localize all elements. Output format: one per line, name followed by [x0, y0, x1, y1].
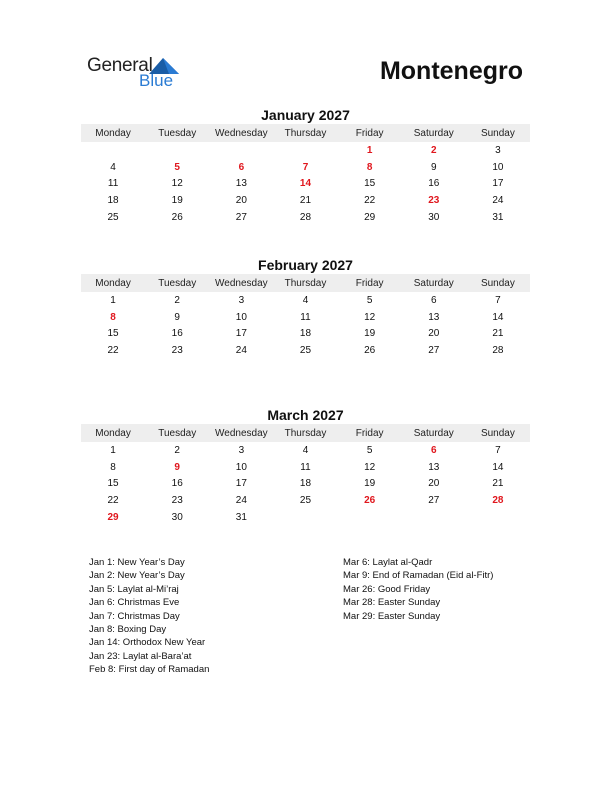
day-cell: 9 — [430, 161, 437, 173]
day-cell: 18 — [107, 194, 119, 206]
brand-logo — [87, 55, 197, 95]
day-cell: 13 — [235, 178, 247, 190]
weekday-label: Thursday — [284, 127, 327, 139]
week-row — [81, 309, 530, 326]
day-cell: 17 — [492, 178, 504, 190]
day-cell: 30 — [428, 211, 440, 223]
day-cell: 7 — [495, 294, 501, 306]
day-cell: 20 — [428, 328, 440, 340]
holiday-list-right — [343, 556, 493, 623]
holiday-day-cell: 7 — [302, 161, 309, 173]
day-cell: 14 — [492, 311, 504, 323]
weekday-header — [81, 424, 530, 442]
week-row — [81, 159, 530, 176]
day-cell: 2 — [174, 294, 180, 306]
weekday-label: Tuesday — [158, 427, 197, 439]
day-cell: 31 — [235, 511, 247, 523]
week-row — [81, 292, 530, 309]
weekday-label: Friday — [355, 127, 384, 139]
holiday-note: Jan 8: Boxing Day — [89, 624, 167, 636]
week-row — [81, 209, 530, 226]
weekday-header — [81, 124, 530, 142]
month-title: March 2027 — [267, 407, 344, 423]
weekday-label: Monday — [95, 277, 131, 289]
holiday-day-cell: 8 — [366, 161, 373, 173]
weekday-label: Friday — [355, 277, 384, 289]
holiday-day-cell: 2 — [430, 144, 437, 156]
holiday-note: Jan 14: Orthodox New Year — [89, 637, 206, 649]
day-cell: 28 — [299, 211, 312, 223]
day-cell: 28 — [492, 344, 504, 356]
weekday-label: Sunday — [480, 277, 515, 289]
weekday-label: Wednesday — [215, 427, 268, 439]
day-cell: 11 — [107, 178, 119, 190]
day-cell: 26 — [364, 344, 376, 356]
day-cell: 6 — [430, 294, 437, 306]
day-cell: 11 — [300, 311, 311, 323]
logo-text-blue: Blue — [139, 71, 174, 90]
day-cell: 16 — [428, 178, 440, 190]
holiday-day-cell: 1 — [366, 144, 373, 156]
holiday-day-cell: 9 — [174, 461, 180, 473]
weekday-label: Thursday — [284, 277, 327, 289]
day-cell: 23 — [171, 344, 183, 356]
week-row — [81, 475, 530, 492]
day-cell: 3 — [238, 444, 245, 456]
day-cell: 20 — [235, 194, 247, 206]
day-cell: 3 — [495, 144, 501, 156]
day-cell: 3 — [238, 294, 245, 306]
country-title: Montenegro — [379, 57, 523, 85]
day-cell: 19 — [171, 194, 183, 206]
day-cell: 31 — [492, 211, 504, 223]
day-cell: 14 — [492, 461, 504, 473]
week-row — [81, 142, 530, 159]
holiday-note: Jan 1: New Year’s Day — [89, 557, 185, 568]
day-cell: 16 — [171, 328, 183, 340]
holiday-note: Mar 26: Good Friday — [343, 583, 431, 595]
holiday-note: Jan 23: Laylat al-Bara’at — [89, 650, 192, 662]
day-cell: 27 — [235, 211, 247, 223]
weekday-label: Thursday — [284, 427, 327, 439]
weekday-label: Saturday — [413, 427, 454, 439]
day-cell: 18 — [299, 328, 312, 340]
day-cell: 21 — [299, 194, 312, 206]
week-row — [81, 492, 530, 509]
day-cell: 5 — [366, 294, 373, 306]
day-cell: 12 — [364, 461, 376, 473]
week-row — [81, 459, 530, 476]
day-cell: 16 — [171, 478, 183, 490]
day-cell: 20 — [428, 478, 440, 490]
day-cell: 7 — [495, 444, 501, 456]
weekday-header — [81, 274, 530, 292]
day-cell: 10 — [235, 311, 247, 323]
day-cell: 12 — [364, 311, 376, 323]
holiday-note: Jan 5: Laylat al-Mi’raj — [89, 583, 179, 595]
day-cell: 5 — [366, 444, 373, 456]
holiday-day-cell: 23 — [428, 194, 440, 206]
day-cell: 11 — [300, 461, 311, 473]
holiday-list-left — [89, 556, 209, 677]
day-cell: 21 — [492, 328, 504, 340]
month-february — [81, 256, 530, 359]
day-cell: 24 — [492, 194, 504, 206]
day-cell: 27 — [428, 494, 440, 506]
day-cell: 13 — [428, 461, 440, 473]
holiday-note: Mar 6: Laylat al-Qadr — [343, 557, 433, 568]
holiday-day-cell: 5 — [174, 161, 180, 173]
day-cell: 27 — [428, 344, 440, 356]
weekday-label: Saturday — [413, 127, 454, 139]
week-row — [81, 342, 530, 359]
holiday-day-cell: 26 — [364, 494, 376, 506]
day-cell: 22 — [107, 344, 119, 356]
day-cell: 29 — [364, 211, 376, 223]
day-cell: 10 — [492, 161, 504, 173]
week-row — [81, 192, 530, 209]
holiday-note: Mar 9: End of Ramadan (Eid al-Fitr) — [343, 570, 494, 582]
weekday-label: Friday — [355, 427, 384, 439]
day-cell: 1 — [110, 444, 116, 456]
day-cell: 12 — [171, 178, 183, 190]
day-cell: 13 — [428, 311, 440, 323]
day-cell: 25 — [299, 494, 312, 506]
weekday-label: Sunday — [480, 427, 515, 439]
month-title: February 2027 — [258, 257, 353, 273]
holiday-note: Jan 7: Christmas Day — [89, 610, 180, 622]
day-cell: 15 — [364, 178, 376, 190]
day-cell: 4 — [302, 294, 309, 306]
holiday-note: Mar 29: Easter Sunday — [343, 610, 441, 622]
day-cell: 10 — [235, 461, 247, 473]
holiday-day-cell: 6 — [238, 161, 245, 173]
day-cell: 17 — [235, 328, 247, 340]
week-row — [81, 509, 530, 526]
holiday-day-cell: 29 — [107, 511, 119, 523]
day-cell: 19 — [364, 328, 376, 340]
holiday-note: Mar 28: Easter Sunday — [343, 597, 441, 609]
weekday-label: Sunday — [480, 127, 515, 139]
holiday-day-cell: 6 — [430, 444, 437, 456]
weekday-label: Wednesday — [215, 277, 268, 289]
month-march — [81, 406, 530, 525]
week-row — [81, 175, 530, 192]
day-cell: 4 — [302, 444, 309, 456]
holiday-note: Jan 2: New Year’s Day — [89, 570, 185, 582]
day-cell: 21 — [492, 478, 504, 490]
logo-text-general: General — [87, 55, 153, 76]
week-row — [81, 325, 530, 342]
day-cell: 8 — [110, 461, 116, 473]
day-cell: 22 — [364, 194, 376, 206]
holiday-note: Jan 6: Christmas Eve — [89, 597, 180, 609]
holiday-note: Feb 8: First day of Ramadan — [89, 664, 210, 676]
weekday-label: Saturday — [413, 277, 454, 289]
week-row — [81, 442, 530, 459]
day-cell: 25 — [107, 211, 119, 223]
month-january — [81, 106, 530, 225]
day-cell: 30 — [171, 511, 183, 523]
day-cell: 24 — [235, 344, 247, 356]
day-cell: 15 — [107, 478, 119, 490]
day-cell: 22 — [107, 494, 119, 506]
weekday-label: Monday — [95, 127, 131, 139]
day-cell: 1 — [110, 294, 116, 306]
day-cell: 23 — [171, 494, 183, 506]
day-cell: 9 — [174, 311, 180, 323]
day-cell: 19 — [364, 478, 376, 490]
day-cell: 24 — [235, 494, 247, 506]
day-cell: 18 — [299, 478, 312, 490]
day-cell: 15 — [107, 328, 119, 340]
month-title: January 2027 — [261, 107, 350, 123]
holiday-day-cell: 8 — [110, 311, 116, 323]
weekday-label: Tuesday — [158, 127, 197, 139]
holiday-day-cell: 14 — [299, 178, 312, 190]
weekday-label: Tuesday — [158, 277, 197, 289]
day-cell: 26 — [171, 211, 183, 223]
day-cell: 4 — [110, 161, 116, 173]
weekday-label: Monday — [95, 427, 131, 439]
holiday-day-cell: 28 — [492, 494, 504, 506]
day-cell: 17 — [235, 478, 247, 490]
weekday-label: Wednesday — [215, 127, 268, 139]
day-cell: 25 — [299, 344, 312, 356]
day-cell: 2 — [174, 444, 180, 456]
